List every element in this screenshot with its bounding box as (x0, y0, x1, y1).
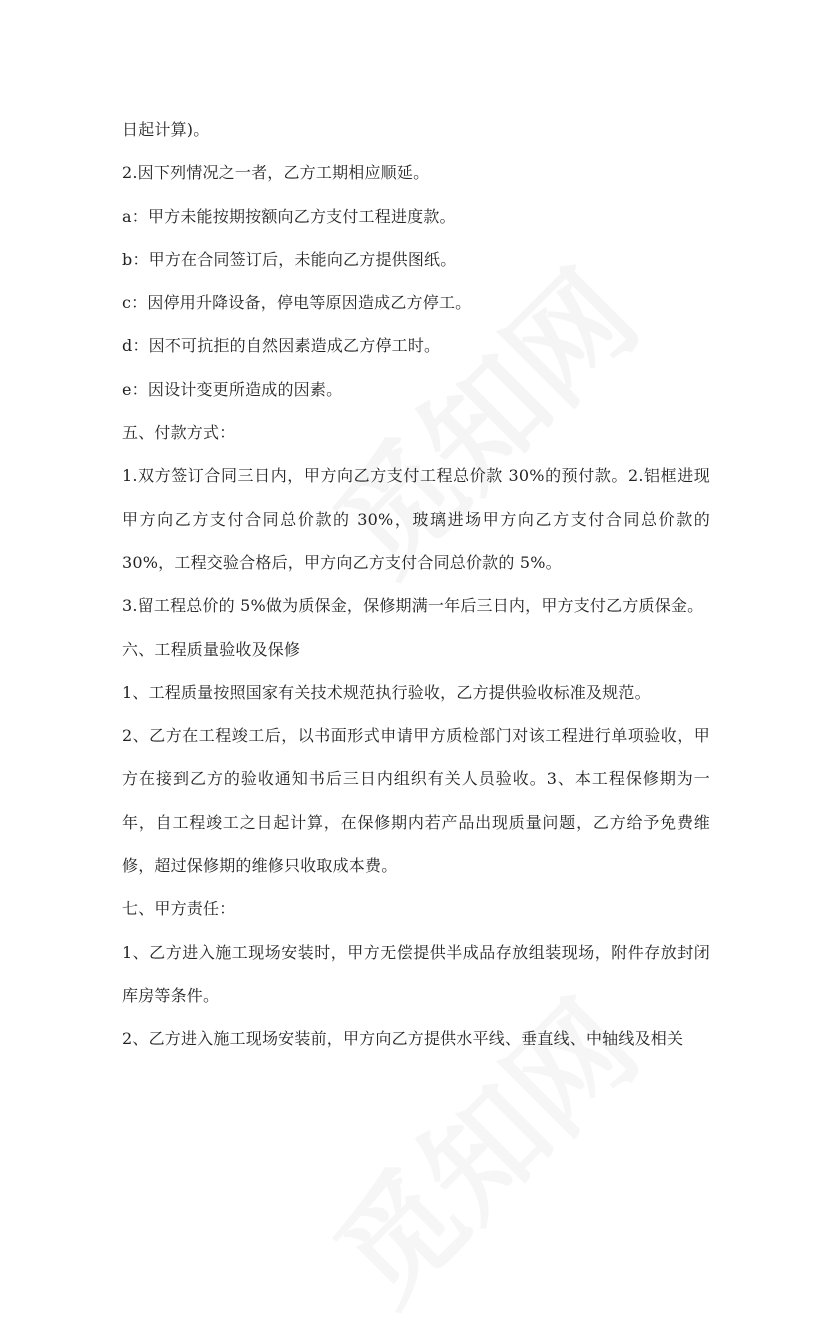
list-item-c: c：因停用升降设备，停电等原因造成乙方停工。 (122, 293, 472, 313)
paragraph-payment-1: 1.双方签订合同三日内，甲方向乙方支付工程总价款 30%的预付款。2.铝框进现甲方向乙方支付合同总价款的 30%，玻璃进场甲方向乙方支付合同总价款的 30%，工程交验合格后，甲方向乙方支付合同总价款的 5%。 (122, 466, 710, 572)
section-heading-payment: 五、付款方式： (122, 423, 236, 443)
paragraph-continuation: 日起计算)。 (122, 120, 210, 139)
list-item-d: d：因不可抗拒的自然因素造成乙方停工时。 (122, 336, 441, 356)
paragraph-payment-3: 3.留工程总价的 5%做为质保金，保修期满一年后三日内，甲方支付乙方质保金。 (122, 596, 704, 616)
section-heading-party-a: 七、甲方责任： (122, 899, 236, 919)
paragraph-delay-conditions: 2.因下列情况之一者，乙方工期相应顺延。 (122, 163, 430, 183)
paragraph-party-a-1: 1、乙方进入施工现场安装时，甲方无偿提供半成品存放组装现场，附件存放封闭库房等条件。 (122, 942, 710, 1005)
paragraph-party-a-2: 2、乙方进入施工现场安装前，甲方向乙方提供水平线、垂直线、中轴线及相关 (122, 1029, 684, 1049)
list-item-a: a：甲方未能按期按额向乙方支付工程进度款。 (122, 206, 456, 226)
list-item-e: e：因设计变更所造成的因素。 (122, 379, 343, 399)
document-body (122, 108, 710, 1061)
section-heading-quality: 六、工程质量验收及保修 (122, 639, 301, 659)
paragraph-quality-2: 2、乙方在工程竣工后，以书面形式申请甲方质检部门对该工程进行单项验收，甲方在接到乙方的验收通知书后三日内组织有关人员验收。3、本工程保修期为一年，自工程竣工之日起计算，在保修期内若产品出现质量问题，乙方给予免费维修，超过保修期的维修只收取成本费。 (122, 726, 710, 876)
paragraph-quality-1: 1、工程质量按照国家有关技术规范执行验收，乙方提供验收标准及规范。 (122, 682, 651, 702)
list-item-b: b：甲方在合同签订后，未能向乙方提供图纸。 (122, 249, 457, 269)
